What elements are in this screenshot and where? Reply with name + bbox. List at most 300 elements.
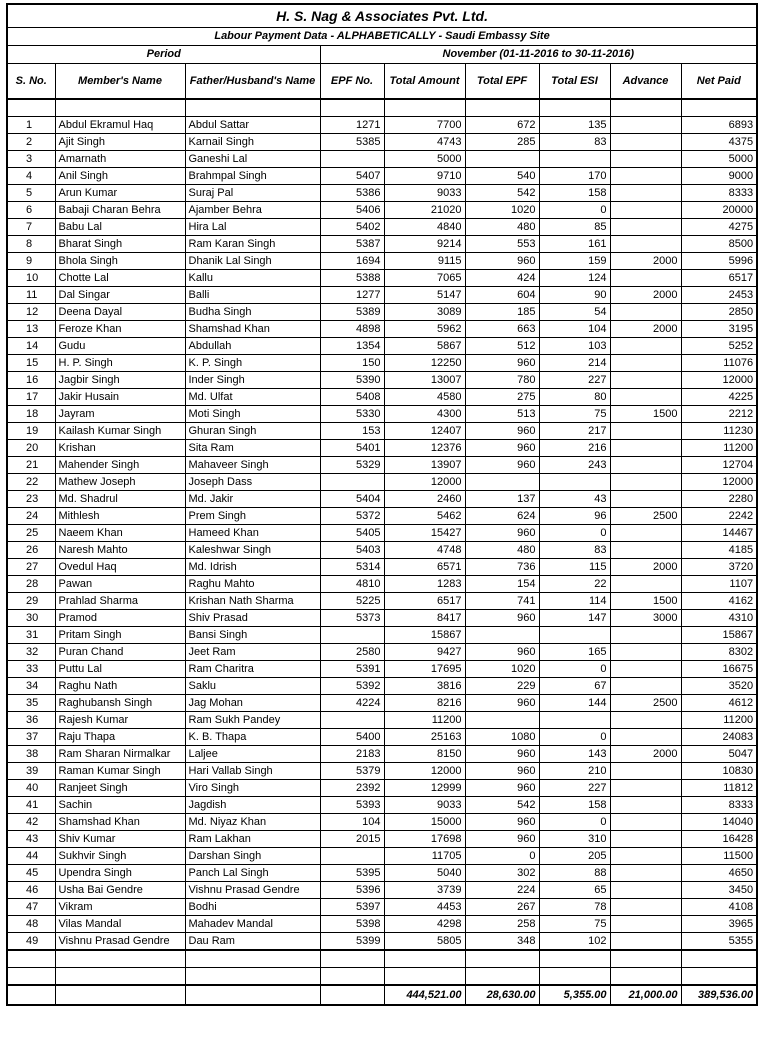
table-row: [7, 729, 757, 746]
cell-total-epf: 513: [465, 406, 539, 423]
cell-advance: [610, 678, 681, 695]
cell-member-name: Prahlad Sharma: [55, 593, 185, 610]
cell-father-name: Jagdish: [185, 797, 320, 814]
cell-total-epf: 960: [465, 440, 539, 457]
cell-total-esi: 54: [539, 304, 610, 321]
cell-net-paid: 5000: [681, 151, 757, 168]
cell-total-amount: 17698: [384, 831, 465, 848]
cell-net-paid: 16428: [681, 831, 757, 848]
table-row: [7, 440, 757, 457]
cell-advance: [610, 389, 681, 406]
cell-sno: 48: [7, 916, 55, 933]
cell-total-epf: 1020: [465, 202, 539, 219]
cell-member-name: Naeem Khan: [55, 525, 185, 542]
table-row: [7, 899, 757, 916]
company-title: H. S. Nag & Associates Pvt. Ltd.: [7, 4, 757, 28]
cell-advance: [610, 338, 681, 355]
cell-epf-no: 5395: [320, 865, 384, 882]
cell-epf-no: 5391: [320, 661, 384, 678]
cell-net-paid: 2212: [681, 406, 757, 423]
cell-net-paid: 10830: [681, 763, 757, 780]
cell-net-paid: 2453: [681, 287, 757, 304]
cell-member-name: Jayram: [55, 406, 185, 423]
cell-father-name: Darshan Singh: [185, 848, 320, 865]
cell-net-paid: 8500: [681, 236, 757, 253]
cell-advance: [610, 185, 681, 202]
cell-advance: [610, 457, 681, 474]
cell-total-epf: 1020: [465, 661, 539, 678]
cell-total-epf: 512: [465, 338, 539, 355]
cell-father-name: Karnail Singh: [185, 134, 320, 151]
cell-advance: [610, 933, 681, 951]
total-advance: 21,000.00: [610, 985, 681, 1005]
cell-total-epf: [465, 627, 539, 644]
cell-member-name: Kailash Kumar Singh: [55, 423, 185, 440]
table-row: [7, 338, 757, 355]
cell-member-name: Feroze Khan: [55, 321, 185, 338]
cell-member-name: Amarnath: [55, 151, 185, 168]
cell-total-esi: 210: [539, 763, 610, 780]
cell-epf-no: [320, 151, 384, 168]
cell-member-name: Arun Kumar: [55, 185, 185, 202]
cell-net-paid: 6893: [681, 117, 757, 134]
table-row: [7, 134, 757, 151]
cell-father-name: Ajamber Behra: [185, 202, 320, 219]
cell-epf-no: 5397: [320, 899, 384, 916]
table-row: [7, 287, 757, 304]
cell-member-name: Shamshad Khan: [55, 814, 185, 831]
cell-father-name: Ram Sukh Pandey: [185, 712, 320, 729]
cell-net-paid: 4185: [681, 542, 757, 559]
table-row: [7, 525, 757, 542]
cell-net-paid: 6517: [681, 270, 757, 287]
cell-epf-no: 5402: [320, 219, 384, 236]
cell-father-name: Md. Idrish: [185, 559, 320, 576]
table-row: [7, 491, 757, 508]
cell-epf-no: 5389: [320, 304, 384, 321]
cell-total-epf: 285: [465, 134, 539, 151]
cell-sno: 25: [7, 525, 55, 542]
cell-total-amount: 5962: [384, 321, 465, 338]
cell-net-paid: 3450: [681, 882, 757, 899]
cell-sno: 22: [7, 474, 55, 491]
cell-total-esi: 227: [539, 780, 610, 797]
cell-sno: 37: [7, 729, 55, 746]
cell-advance: [610, 712, 681, 729]
cell-total-amount: 12407: [384, 423, 465, 440]
cell-advance: [610, 814, 681, 831]
cell-epf-no: 5401: [320, 440, 384, 457]
header-total-amount: Total Amount: [384, 64, 465, 100]
cell-total-epf: [465, 151, 539, 168]
cell-sno: 1: [7, 117, 55, 134]
cell-epf-no: 5314: [320, 559, 384, 576]
cell-advance: [610, 474, 681, 491]
cell-sno: 20: [7, 440, 55, 457]
cell-sno: 30: [7, 610, 55, 627]
cell-total-esi: 0: [539, 729, 610, 746]
cell-advance: 1500: [610, 593, 681, 610]
cell-advance: [610, 831, 681, 848]
cell-net-paid: 4375: [681, 134, 757, 151]
cell-total-epf: 480: [465, 219, 539, 236]
cell-father-name: Shiv Prasad: [185, 610, 320, 627]
cell-father-name: Ganeshi Lal: [185, 151, 320, 168]
cell-total-esi: 78: [539, 899, 610, 916]
cell-member-name: Babaji Charan Behra: [55, 202, 185, 219]
cell-epf-no: [320, 474, 384, 491]
cell-member-name: Anil Singh: [55, 168, 185, 185]
cell-advance: 2000: [610, 321, 681, 338]
cell-total-epf: 960: [465, 780, 539, 797]
cell-total-esi: 103: [539, 338, 610, 355]
cell-total-epf: 302: [465, 865, 539, 882]
blank-row: [7, 950, 757, 968]
cell-father-name: Moti Singh: [185, 406, 320, 423]
cell-total-esi: 102: [539, 933, 610, 951]
cell-total-esi: 214: [539, 355, 610, 372]
cell-total-amount: 5462: [384, 508, 465, 525]
table-row: [7, 474, 757, 491]
cell-epf-no: 5396: [320, 882, 384, 899]
payment-sheet: [6, 3, 756, 1006]
cell-sno: 38: [7, 746, 55, 763]
cell-father-name: Budha Singh: [185, 304, 320, 321]
cell-sno: 33: [7, 661, 55, 678]
cell-total-esi: 158: [539, 797, 610, 814]
cell-total-amount: 12250: [384, 355, 465, 372]
cell-total-esi: 67: [539, 678, 610, 695]
cell-member-name: Raju Thapa: [55, 729, 185, 746]
cell-father-name: Abdul Sattar: [185, 117, 320, 134]
table-row: [7, 219, 757, 236]
cell-father-name: Hameed Khan: [185, 525, 320, 542]
cell-total-esi: 135: [539, 117, 610, 134]
cell-total-esi: [539, 627, 610, 644]
table-row: [7, 831, 757, 848]
cell-advance: 2000: [610, 559, 681, 576]
cell-member-name: Mathew Joseph: [55, 474, 185, 491]
cell-member-name: Puran Chand: [55, 644, 185, 661]
cell-sno: 12: [7, 304, 55, 321]
cell-advance: [610, 134, 681, 151]
cell-total-esi: 124: [539, 270, 610, 287]
period-value: November (01-11-2016 to 30-11-2016): [320, 46, 757, 64]
cell-total-epf: 960: [465, 253, 539, 270]
cell-total-amount: 4453: [384, 899, 465, 916]
period-row: [7, 46, 757, 64]
cell-total-amount: 11200: [384, 712, 465, 729]
cell-epf-no: 1354: [320, 338, 384, 355]
table-row: [7, 202, 757, 219]
cell-advance: [610, 848, 681, 865]
table-row: [7, 712, 757, 729]
cell-epf-no: 5379: [320, 763, 384, 780]
cell-member-name: Abdul Ekramul Haq: [55, 117, 185, 134]
cell-father-name: Mahadev Mandal: [185, 916, 320, 933]
cell-total-epf: 258: [465, 916, 539, 933]
cell-sno: 44: [7, 848, 55, 865]
cell-net-paid: 11812: [681, 780, 757, 797]
cell-epf-no: 5404: [320, 491, 384, 508]
cell-total-amount: 12000: [384, 763, 465, 780]
cell-father-name: Md. Ulfat: [185, 389, 320, 406]
cell-net-paid: 20000: [681, 202, 757, 219]
cell-net-paid: 12000: [681, 474, 757, 491]
cell-sno: 17: [7, 389, 55, 406]
cell-advance: [610, 882, 681, 899]
cell-total-esi: 83: [539, 542, 610, 559]
table-row: [7, 185, 757, 202]
cell-member-name: Upendra Singh: [55, 865, 185, 882]
cell-father-name: Brahmpal Singh: [185, 168, 320, 185]
cell-total-esi: 161: [539, 236, 610, 253]
cell-member-name: Dal Singar: [55, 287, 185, 304]
cell-advance: [610, 304, 681, 321]
cell-father-name: Dau Ram: [185, 933, 320, 951]
cell-father-name: Bansi Singh: [185, 627, 320, 644]
cell-total-esi: 96: [539, 508, 610, 525]
cell-father-name: Ghuran Singh: [185, 423, 320, 440]
cell-epf-no: 5329: [320, 457, 384, 474]
cell-member-name: H. P. Singh: [55, 355, 185, 372]
cell-epf-no: 5393: [320, 797, 384, 814]
cell-total-epf: 542: [465, 797, 539, 814]
cell-net-paid: 14040: [681, 814, 757, 831]
cell-total-esi: 170: [539, 168, 610, 185]
cell-total-epf: 960: [465, 763, 539, 780]
cell-advance: 2000: [610, 287, 681, 304]
cell-total-amount: 6517: [384, 593, 465, 610]
cell-member-name: Ram Sharan Nirmalkar: [55, 746, 185, 763]
cell-father-name: K. B. Thapa: [185, 729, 320, 746]
cell-sno: 7: [7, 219, 55, 236]
cell-net-paid: 4108: [681, 899, 757, 916]
table-row: [7, 882, 757, 899]
cell-sno: 35: [7, 695, 55, 712]
cell-member-name: Krishan: [55, 440, 185, 457]
table-row: [7, 151, 757, 168]
cell-father-name: Laljee: [185, 746, 320, 763]
cell-total-amount: 3089: [384, 304, 465, 321]
cell-total-epf: 960: [465, 831, 539, 848]
cell-total-amount: 8150: [384, 746, 465, 763]
cell-father-name: Sita Ram: [185, 440, 320, 457]
table-row: [7, 508, 757, 525]
cell-total-amount: 15427: [384, 525, 465, 542]
cell-advance: [610, 729, 681, 746]
cell-total-esi: 243: [539, 457, 610, 474]
cell-net-paid: 3195: [681, 321, 757, 338]
cell-epf-no: [320, 848, 384, 865]
cell-total-epf: 663: [465, 321, 539, 338]
cell-total-epf: 960: [465, 525, 539, 542]
cell-total-epf: 1080: [465, 729, 539, 746]
cell-father-name: Mahaveer Singh: [185, 457, 320, 474]
cell-sno: 28: [7, 576, 55, 593]
cell-total-esi: 22: [539, 576, 610, 593]
cell-total-esi: 216: [539, 440, 610, 457]
period-label: Period: [7, 46, 320, 64]
cell-member-name: Vikram: [55, 899, 185, 916]
cell-epf-no: 5386: [320, 185, 384, 202]
cell-advance: [610, 525, 681, 542]
cell-father-name: Vishnu Prasad Gendre: [185, 882, 320, 899]
cell-net-paid: 4275: [681, 219, 757, 236]
total-total-epf: 28,630.00: [465, 985, 539, 1005]
table-row: [7, 933, 757, 951]
cell-total-esi: 104: [539, 321, 610, 338]
cell-total-epf: 960: [465, 355, 539, 372]
cell-father-name: Raghu Mahto: [185, 576, 320, 593]
cell-total-esi: 0: [539, 202, 610, 219]
cell-total-epf: 960: [465, 457, 539, 474]
cell-net-paid: 12704: [681, 457, 757, 474]
cell-member-name: Rajesh Kumar: [55, 712, 185, 729]
cell-epf-no: [320, 627, 384, 644]
cell-net-paid: 3965: [681, 916, 757, 933]
cell-member-name: Jakir Husain: [55, 389, 185, 406]
cell-father-name: Jeet Ram: [185, 644, 320, 661]
cell-total-amount: 5147: [384, 287, 465, 304]
cell-father-name: Viro Singh: [185, 780, 320, 797]
cell-total-amount: 12999: [384, 780, 465, 797]
cell-total-esi: 144: [539, 695, 610, 712]
cell-sno: 11: [7, 287, 55, 304]
cell-epf-no: 1694: [320, 253, 384, 270]
cell-sno: 46: [7, 882, 55, 899]
cell-total-amount: 9214: [384, 236, 465, 253]
cell-father-name: Ram Charitra: [185, 661, 320, 678]
cell-member-name: Pramod: [55, 610, 185, 627]
cell-advance: [610, 168, 681, 185]
cell-sno: 40: [7, 780, 55, 797]
cell-sno: 24: [7, 508, 55, 525]
total-net-paid: 389,536.00: [681, 985, 757, 1005]
table-row: [7, 848, 757, 865]
cell-advance: [610, 423, 681, 440]
cell-sno: 26: [7, 542, 55, 559]
cell-member-name: Raman Kumar Singh: [55, 763, 185, 780]
cell-sno: 42: [7, 814, 55, 831]
cell-net-paid: 24083: [681, 729, 757, 746]
cell-total-amount: 12376: [384, 440, 465, 457]
cell-epf-no: 5372: [320, 508, 384, 525]
cell-advance: [610, 661, 681, 678]
cell-sno: 4: [7, 168, 55, 185]
cell-total-epf: 780: [465, 372, 539, 389]
cell-epf-no: 2392: [320, 780, 384, 797]
table-body: [7, 4, 757, 1005]
cell-epf-no: 2183: [320, 746, 384, 763]
cell-sno: 47: [7, 899, 55, 916]
header-total-esi: Total ESI: [539, 64, 610, 100]
cell-advance: [610, 627, 681, 644]
cell-total-esi: 0: [539, 814, 610, 831]
cell-net-paid: 1107: [681, 576, 757, 593]
cell-sno: 32: [7, 644, 55, 661]
cell-advance: [610, 117, 681, 134]
cell-total-epf: 960: [465, 814, 539, 831]
cell-total-esi: 0: [539, 661, 610, 678]
cell-net-paid: 8333: [681, 185, 757, 202]
cell-sno: 14: [7, 338, 55, 355]
cell-advance: [610, 865, 681, 882]
cell-advance: [610, 542, 681, 559]
cell-advance: [610, 372, 681, 389]
cell-advance: 2000: [610, 253, 681, 270]
blank-row: [7, 99, 757, 117]
cell-epf-no: 4810: [320, 576, 384, 593]
table-row: [7, 423, 757, 440]
cell-member-name: Pritam Singh: [55, 627, 185, 644]
total-total-esi: 5,355.00: [539, 985, 610, 1005]
cell-total-epf: 540: [465, 168, 539, 185]
cell-total-esi: 65: [539, 882, 610, 899]
cell-sno: 15: [7, 355, 55, 372]
cell-total-amount: 12000: [384, 474, 465, 491]
cell-total-amount: 4840: [384, 219, 465, 236]
cell-total-esi: 310: [539, 831, 610, 848]
cell-epf-no: [320, 712, 384, 729]
cell-father-name: Bodhi: [185, 899, 320, 916]
cell-member-name: Usha Bai Gendre: [55, 882, 185, 899]
cell-total-epf: 229: [465, 678, 539, 695]
table-row: [7, 763, 757, 780]
header-sno: S. No.: [7, 64, 55, 100]
cell-total-esi: 205: [539, 848, 610, 865]
cell-total-amount: 11705: [384, 848, 465, 865]
cell-net-paid: 11076: [681, 355, 757, 372]
cell-total-amount: 8216: [384, 695, 465, 712]
cell-net-paid: 8302: [681, 644, 757, 661]
cell-father-name: Md. Jakir: [185, 491, 320, 508]
cell-total-epf: 137: [465, 491, 539, 508]
cell-father-name: Kaleshwar Singh: [185, 542, 320, 559]
table-row: [7, 593, 757, 610]
cell-advance: [610, 355, 681, 372]
cell-total-epf: 741: [465, 593, 539, 610]
cell-total-esi: [539, 712, 610, 729]
cell-total-epf: 960: [465, 423, 539, 440]
cell-total-amount: 9033: [384, 797, 465, 814]
cell-total-esi: 83: [539, 134, 610, 151]
cell-net-paid: 4225: [681, 389, 757, 406]
cell-father-name: Hari Vallab Singh: [185, 763, 320, 780]
cell-sno: 29: [7, 593, 55, 610]
totals-row: [7, 985, 757, 1005]
cell-net-paid: 11200: [681, 440, 757, 457]
cell-sno: 8: [7, 236, 55, 253]
cell-total-amount: 7065: [384, 270, 465, 287]
cell-advance: [610, 270, 681, 287]
cell-total-amount: 5805: [384, 933, 465, 951]
cell-sno: 13: [7, 321, 55, 338]
cell-epf-no: 2015: [320, 831, 384, 848]
cell-net-paid: 14467: [681, 525, 757, 542]
cell-total-epf: 542: [465, 185, 539, 202]
cell-total-amount: 9033: [384, 185, 465, 202]
cell-advance: [610, 780, 681, 797]
cell-father-name: K. P. Singh: [185, 355, 320, 372]
cell-member-name: Deena Dayal: [55, 304, 185, 321]
table-row: [7, 355, 757, 372]
header-epf-no: EPF No.: [320, 64, 384, 100]
cell-sno: 10: [7, 270, 55, 287]
cell-advance: [610, 219, 681, 236]
table-row: [7, 270, 757, 287]
cell-advance: [610, 899, 681, 916]
